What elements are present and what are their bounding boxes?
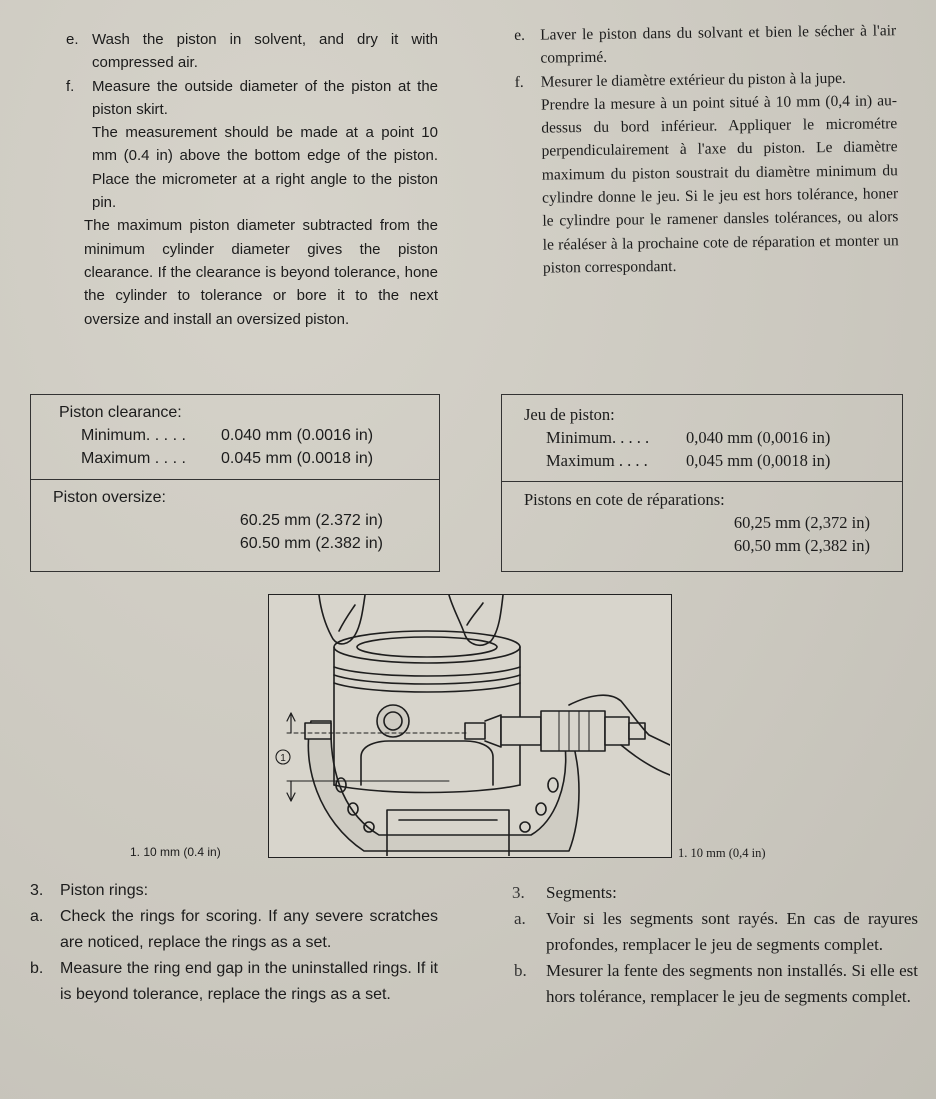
- clearance-paragraph-en: The maximum piston diameter subtracted from the minimum cylinder diameter gives the piston clearance. If the clearance is beyond tolerance, hone the cylinder to tolerance or bore it to the next oversize and install an oversized piston.: [84, 217, 438, 328]
- callout-number: 1: [280, 753, 286, 764]
- english-instructions: [58, 28, 438, 331]
- step-text: Mesurer la fente des segments non installés. Si elle est hors tolérance, remplacer le jeu de segments complet.: [546, 961, 918, 1006]
- step-e-en: [58, 28, 438, 75]
- ring-step-a-en: [26, 904, 438, 956]
- spec-table-en: [30, 394, 440, 572]
- section-title: Piston rings:: [60, 882, 149, 899]
- frame-hole: [536, 803, 546, 815]
- spec-table-fr: [501, 394, 903, 572]
- ring-step-b-en: [26, 956, 438, 1008]
- clearance-min-row: [59, 424, 425, 447]
- clearance-section-fr: [502, 395, 902, 481]
- rings-section-fr: [508, 880, 918, 1010]
- measurement-paragraph-fr: Prendre la mesure à un point situé à 10 mm (0,4 in) au-dessus du bord inférieur. Appliquer le micrométre perpendiculairement à l'axe du piston. Le diamètre maximum du piston soustrait du diamètre minimum du cylindre donne le jeu. Si le jeu est hors tolérance, honer le cylindre pour le ramener dansles tolérances, ou alors le réaléser à la prochaine cote de réparation et monter un piston correspondant.: [540, 92, 899, 277]
- section-title: Segments:: [546, 883, 617, 902]
- clearance-max-row: [59, 447, 425, 470]
- step-f-en: [58, 75, 438, 122]
- step-text: Check the rings for scoring. If any severe scratches are noticed, replace the rings as a set.: [60, 908, 438, 951]
- min-label: Minimum. . . . .: [81, 427, 186, 444]
- micrometer-illustration: [268, 594, 672, 858]
- oversize-section-en: [31, 479, 439, 559]
- figure-caption-en: 1. 10 mm (0.4 in): [130, 845, 221, 859]
- max-label: Maximum . . . .: [81, 450, 186, 467]
- ring-step-b-fr: [508, 958, 918, 1010]
- oversize-value-1: 60,25 mm (2,372 in): [733, 513, 870, 532]
- min-value: 0.040 mm (0.0016 in): [221, 427, 374, 444]
- clearance-section-en: [31, 395, 439, 479]
- section-number: 3.: [30, 882, 44, 899]
- clearance-max-row: [524, 449, 888, 472]
- clearance-title: Piston clearance:: [59, 404, 182, 421]
- min-label: Minimum. . . . .: [546, 428, 650, 447]
- step-text: Measure the outside diameter of the piston at the piston skirt.: [92, 77, 438, 118]
- oversize-value-2: 60.50 mm (2.382 in): [239, 535, 383, 552]
- clearance-title: Jeu de piston:: [524, 405, 615, 424]
- frame-hole: [548, 778, 558, 792]
- step-e-fr: [506, 19, 897, 70]
- oversize-value-2: 60,50 mm (2,382 in): [733, 536, 870, 555]
- step-text: Laver le piston dans du solvant et bien le sécher à l'air comprimé.: [540, 22, 897, 67]
- step-text: Wash the piston in solvent, and dry it with compressed air.: [92, 31, 438, 72]
- section-number: 3.: [512, 883, 525, 902]
- micrometer-drawing: [269, 595, 670, 856]
- frame-hole: [520, 822, 530, 832]
- step-marker: a.: [514, 909, 526, 928]
- french-instructions: [506, 19, 899, 280]
- ring-step-a-fr: [508, 906, 918, 958]
- step-marker: f.: [514, 73, 524, 91]
- step-marker: e.: [66, 31, 79, 48]
- step-marker: e.: [514, 26, 526, 44]
- rings-section-en: [26, 878, 438, 1008]
- max-label: Maximum . . . .: [546, 451, 648, 470]
- figure-caption-fr: 1. 10 mm (0,4 in): [678, 846, 766, 860]
- oversize-title: Piston oversize:: [53, 489, 166, 506]
- step-marker: f.: [66, 77, 75, 95]
- clearance-min-row: [524, 426, 888, 449]
- step-marker: b.: [514, 961, 527, 980]
- measurement-paragraph-en: The measurement should be made at a point 10 mm (0.4 in) above the bottom edge of the piston. Place the micrometer at a right angle to the piston pin.: [92, 124, 438, 212]
- oversize-title: Pistons en cote de réparations:: [524, 490, 725, 509]
- step-text: Mesurer le diamètre extérieur du piston à la jupe.: [540, 69, 846, 91]
- max-value: 0.045 mm (0.0018 in): [221, 450, 374, 467]
- oversize-section-fr: [502, 481, 902, 561]
- step-marker: a.: [30, 908, 44, 925]
- step-marker: b.: [30, 960, 44, 977]
- step-text: Voir si les segments sont rayés. En cas de rayures profondes, remplacer le jeu de segments complet.: [546, 909, 918, 954]
- rings-heading-en: [26, 878, 438, 904]
- step-text: Measure the ring end gap in the uninstalled rings. If it is beyond tolerance, replace the rings as a set.: [60, 960, 438, 1003]
- oversize-value-1: 60.25 mm (2.372 in): [239, 512, 383, 529]
- min-value: 0,040 mm (0,0016 in): [686, 428, 831, 447]
- rings-heading-fr: [508, 880, 918, 906]
- max-value: 0,045 mm (0,0018 in): [686, 451, 831, 470]
